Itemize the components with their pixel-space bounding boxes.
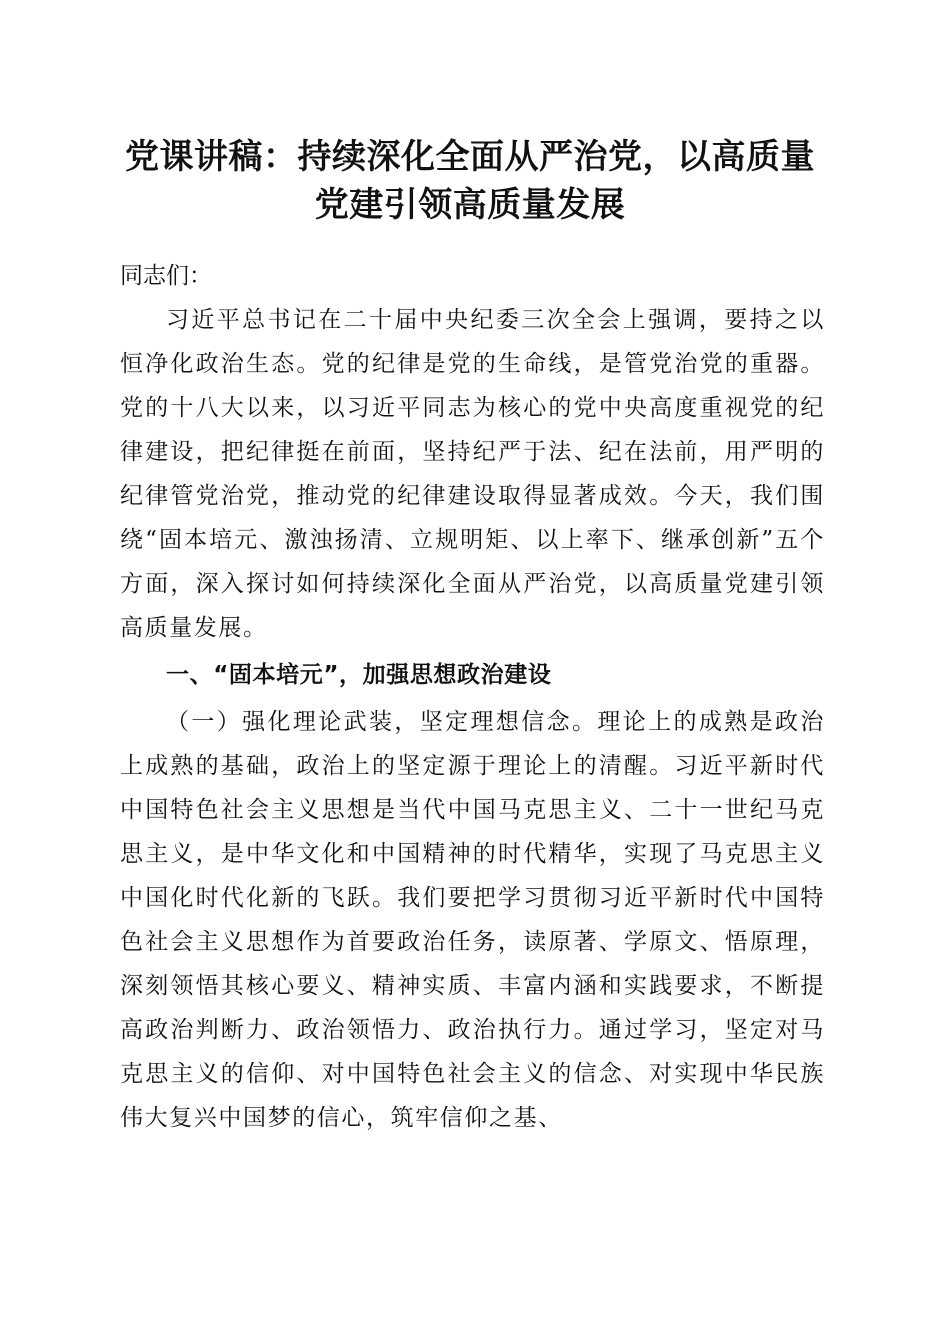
greeting: 同志们：: [120, 263, 212, 289]
subsection-title-1: （一）强化理论武装，坚定理想信念。: [166, 709, 598, 735]
intro-paragraph: 习近平总书记在二十届中央纪委三次全会上强调，要持之以恒净化政治生态。党的纪律是党的生命线，是管党治党的重器。党的十八大以来，以习近平同志为核心的党中央高度重视党的纪律建设，把纪律挺在前面，坚持纪严于法、纪在法前，用严明的纪律管党治党，推动党的纪律建设取得显著成效。今天，我们围绕“固本培元、激浊扬清、立规明矩、以上率下、继承创新”五个方面，深入探讨如何持续深化全面从严治党，以高质量党建引领高质量发展。: [120, 307, 825, 641]
section-heading-1: 一、“固本培元”，加强思想政治建设: [166, 662, 552, 688]
subsection-paragraph-1: [120, 700, 825, 1140]
document-body: [120, 254, 825, 1140]
subsection-body-1: 理论上的成熟是政治上成熟的基础，政治上的坚定源于理论上的清醒。习近平新时代中国特色社会主义思想是当代中国马克思主义、二十一世纪马克思主义，是中华文化和中国精神的时代精华，实现了马克思主义中国化时代化新的飞跃。我们要把学习贯彻习近平新时代中国特色社会主义思想作为首要政治任务，读原著、学原文、悟原理，深刻领悟其核心要义、精神实质、丰富内涵和实践要求，不断提高政治判断力、政治领悟力、政治执行力。通过学习，坚定对马克思主义的信仰、对中国特色社会主义的信念、对实现中华民族伟大复兴中国梦的信心，筑牢信仰之基、: [120, 709, 825, 1131]
title-line-2: 党建引领高质量发展: [314, 185, 626, 225]
document-title: [110, 133, 830, 229]
title-line-1: 党课讲稿：持续深化全面从严治党，以高质量: [125, 137, 815, 177]
